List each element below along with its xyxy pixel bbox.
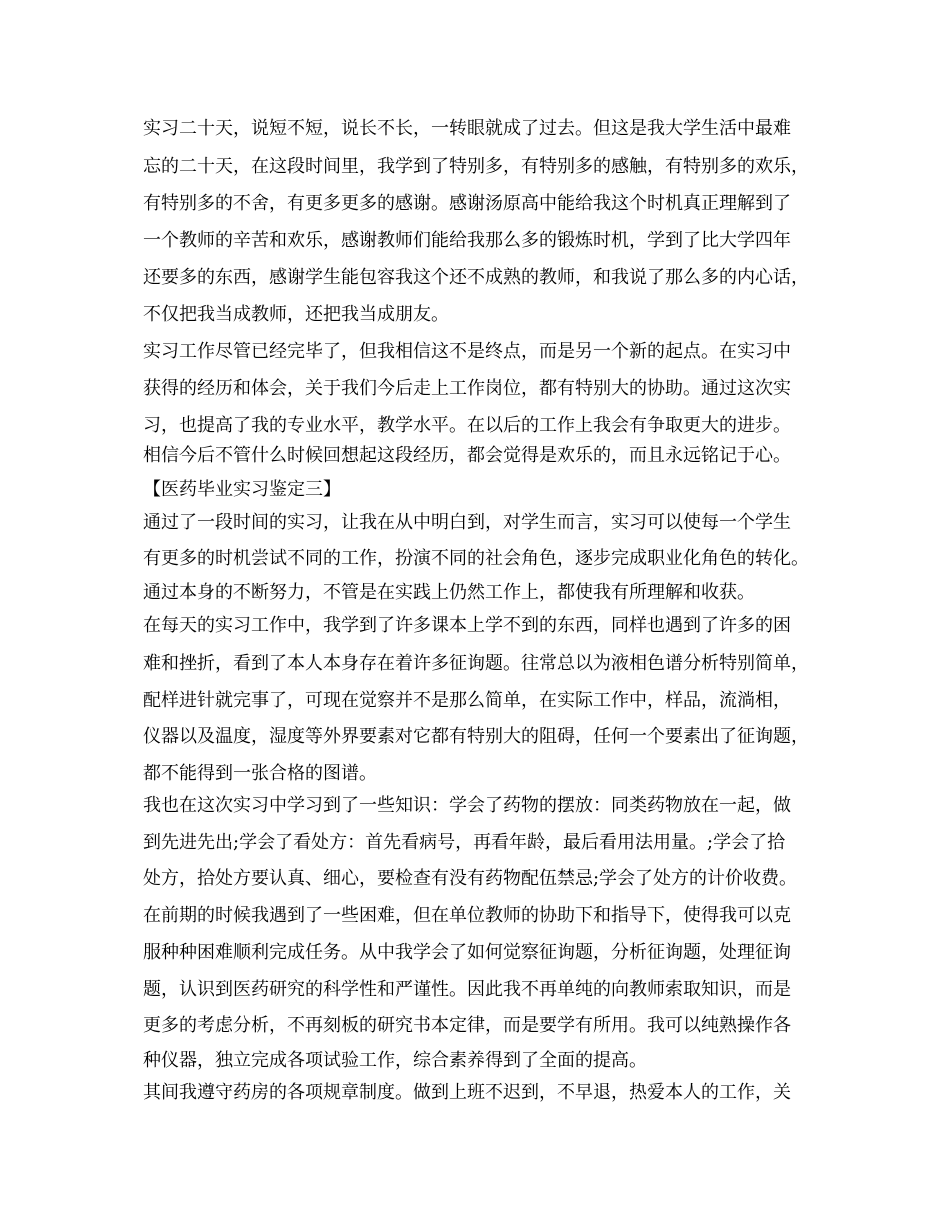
text-line: 不仅把我当成教师，还把我当成朋友。 xyxy=(143,304,449,325)
text-line: 实习二十天，说短不短，说长不长，一转眼就成了过去。但这是我大学生活中最难 xyxy=(143,118,791,139)
text-line: 通过了一段时间的实习，让我在从中明白到，对学生而言，实习可以使每一个学生 xyxy=(143,512,791,533)
text-line: 我也在这次实习中学习到了一些知识：学会了药物的摆放：同类药物放在一起，做 xyxy=(143,795,791,816)
text-line: 都不能得到一张合格的图谱。 xyxy=(143,763,377,784)
text-line: 到先进先出;学会了看处方：首先看病号，再看年龄，最后看用法用量。;学会了拾 xyxy=(143,832,786,853)
text-line: 还要多的东西，感谢学生能包容我这个还不成熟的教师，和我说了那么多的内心话， xyxy=(143,267,809,288)
text-line: 仪器以及温度，湿度等外界要素对它都有特别大的阻碍，任何一个要素出了征询题， xyxy=(143,726,809,747)
text-line: 更多的考虑分析，不再刻板的研究书本定律，而是要学有所用。我可以纯熟操作各 xyxy=(143,1015,791,1036)
text-line: 难和挫折，看到了本人本身存在着许多征询题。往常总以为液相色谱分析特别简单， xyxy=(143,653,809,674)
text-line: 配样进针就完事了，可现在觉察并不是那么简单，在实际工作中，样品，流淌相， xyxy=(143,690,791,711)
text-line: 题，认识到医药研究的科学性和严谨性。因此我不再单纯的向教师索取知识，而是 xyxy=(143,979,791,1000)
text-line: 在每天的实习工作中，我学到了许多课本上学不到的东西，同样也遇到了许多的困 xyxy=(143,615,791,636)
text-line: 种仪器，独立完成各项试验工作，综合素养得到了全面的提高。 xyxy=(143,1050,647,1071)
text-line: 有更多的时机尝试不同的工作，扮演不同的社会角色，逐步完成职业化角色的转化。 xyxy=(143,548,809,569)
text-line: 实习工作尽管已经完毕了，但我相信这不是终点，而是另一个新的起点。在实习中 xyxy=(143,341,791,362)
text-line: 有特别多的不舍，有更多更多的感谢。感谢汤原高中能给我这个时机真正理解到了 xyxy=(143,193,791,214)
text-line: 在前期的时候我遇到了一些困难，但在单位教师的协助下和指导下，使得我可以克 xyxy=(143,905,791,926)
text-line: 相信今后不管什么时候回想起这段经历，都会觉得是欢乐的，而且永远铭记于心。 xyxy=(143,445,791,466)
section-heading: 【医药毕业实习鉴定三】 xyxy=(143,479,341,500)
text-line: 其间我遵守药房的各项规章制度。做到上班不迟到，不早退，热爱本人的工作，关 xyxy=(143,1082,791,1103)
text-line: 习，也提高了我的专业水平，教学水平。在以后的工作上我会有争取更大的进步。 xyxy=(143,415,791,436)
text-line: 通过本身的不断努力，不管是在实践上仍然工作上，都使我有所理解和收获。 xyxy=(143,582,755,603)
text-line: 忘的二十天，在这段时间里，我学到了特别多，有特别多的感触，有特别多的欢乐， xyxy=(143,156,809,177)
text-line: 服种种困难顺利完成任务。从中我学会了如何觉察征询题，分析征询题，处理征询 xyxy=(143,942,791,963)
text-line: 获得的经历和体会，关于我们今后走上工作岗位，都有特别大的协助。通过这次实 xyxy=(143,378,791,399)
text-line: 处方，拾处方要认真、细心，要检查有没有药物配伍禁忌;学会了处方的计价收费。 xyxy=(143,868,798,889)
text-line: 一个教师的辛苦和欢乐，感谢教师们能给我那么多的锻炼时机，学到了比大学四年 xyxy=(143,230,791,251)
